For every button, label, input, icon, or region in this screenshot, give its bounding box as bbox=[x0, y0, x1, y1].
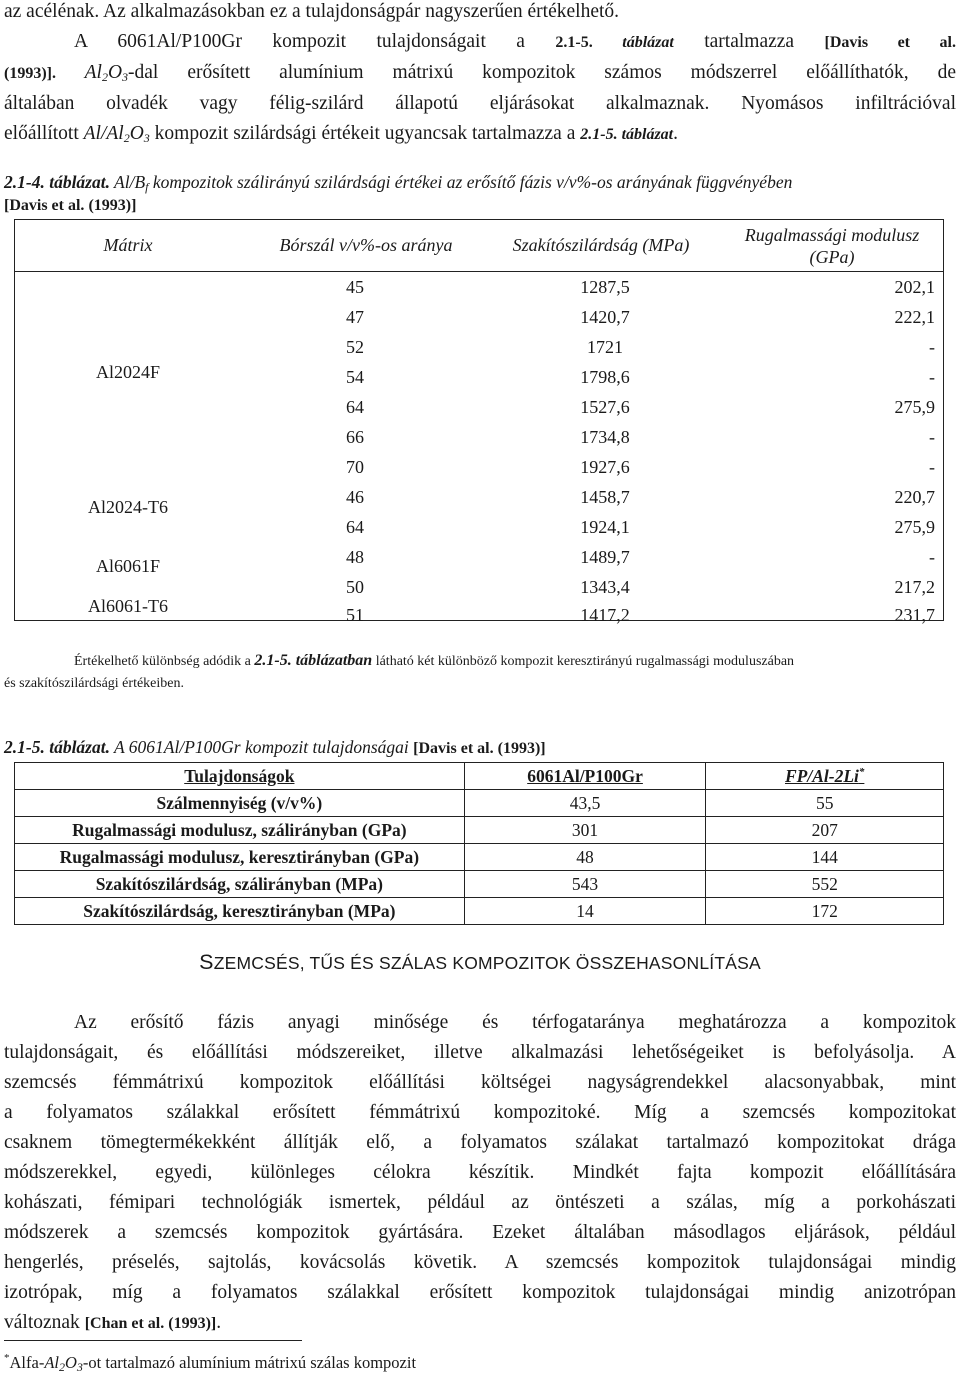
modulus-cell: - bbox=[929, 337, 935, 357]
citation: (1993)]. bbox=[4, 65, 56, 82]
tensile-strength-cell: 1527,6 bbox=[580, 397, 630, 417]
body-line: tulajdonságait, és előállítási módszereiket, illetve alkalmazási lehetőségeiket is befolyásolja. A bbox=[4, 1042, 956, 1063]
footnote-rule bbox=[4, 1340, 302, 1341]
table1-group-al6061f: Al6061F bbox=[95, 556, 160, 576]
footnote: $^*Alfa-Al_2O_3-ot$ tartalmazó alumínium mátrixú szálas kompozit bbox=[4, 1352, 417, 1374]
body-line: módszerek a szemcsés kompozitok gyártására. Ezeket általában másodlagos eljárások, például bbox=[4, 1222, 956, 1243]
fiber-ratio-cell: 52 bbox=[346, 337, 364, 357]
table2-header-property: Tulajdonságok bbox=[15, 763, 465, 790]
tensile-strength-cell: 1798,6 bbox=[580, 367, 630, 387]
body-paragraph bbox=[4, 1008, 956, 1339]
value-6061al-cell: 301 bbox=[464, 817, 706, 844]
intro-text: tartalmazza bbox=[673, 31, 825, 52]
table1 bbox=[14, 219, 944, 625]
fiber-ratio-cell: 64 bbox=[346, 517, 364, 537]
table-reference: 2.1-5. bbox=[555, 34, 623, 51]
value-fpal-cell: 55 bbox=[706, 790, 944, 817]
modulus-cell: - bbox=[929, 367, 935, 387]
modulus-cell: 202,1 bbox=[894, 277, 935, 297]
table1-header-modulus-line1: Rugalmassági modulusz bbox=[744, 225, 920, 245]
table1-header-fiber-ratio: Bórszál v/v%-os aránya bbox=[279, 235, 453, 255]
table2-header-row bbox=[15, 763, 944, 790]
value-fpal-cell: 207 bbox=[706, 817, 944, 844]
note-line-1: Értékelhető különbség adódik a 2.1-5. táblázatban látható két különböző kompozit keresztirányú rugalmassági moduluszában bbox=[74, 652, 795, 669]
citation: [Chan et al. bbox=[84, 1315, 169, 1332]
table2-number: 2.1-5. táblázat. bbox=[4, 737, 110, 757]
citation: [Davis et al. bbox=[413, 740, 498, 757]
body-line: izotrópak, míg a folyamatos szálakkal erősített kompozitok tulajdonságai mindig anizotrópan bbox=[4, 1282, 956, 1303]
note-line-2: és szakítószilárdsági értékeiben. bbox=[4, 676, 184, 691]
table-reference: 2.1-5. táblázatban bbox=[254, 652, 373, 669]
table1-header-modulus bbox=[719, 220, 945, 268]
intro-line-3 bbox=[4, 58, 956, 89]
tensile-strength-cell: 1489,7 bbox=[580, 547, 630, 567]
intro-line-1: az acélénak. Az alkalmazásokban ez a tulajdonságpár nagyszerűen értékelhető. bbox=[4, 1, 620, 22]
intro-line-2 bbox=[4, 27, 956, 58]
body-last-line: változnak [Chan et al. (1993)]. bbox=[4, 1312, 222, 1333]
modulus-cell: 220,7 bbox=[894, 487, 935, 507]
intro-line-4: általában olvadék vagy félig-szilárd állapotú eljárásokat alkalmaznak. Nyomásos infiltrációval bbox=[4, 93, 956, 114]
value-fpal-cell: 144 bbox=[706, 844, 944, 871]
tensile-strength-cell: 1927,6 bbox=[580, 457, 630, 477]
intro-text: A 6061Al/P100Gr kompozit tulajdonságait a bbox=[74, 31, 556, 52]
fiber-ratio-cell: 45 bbox=[346, 277, 364, 297]
modulus-cell: - bbox=[929, 427, 935, 447]
table2-row bbox=[15, 844, 944, 871]
intro-text: -dal erősített alumínium mátrixú kompozitok számos módszerrel előállíthatók, de bbox=[128, 62, 956, 83]
tensile-strength-cell: 1734,8 bbox=[580, 427, 630, 447]
tensile-strength-cell: 1420,7 bbox=[580, 307, 630, 327]
table1-group-al6061t6: Al6061-T6 bbox=[88, 596, 168, 616]
tensile-strength-cell: 1458,7 bbox=[580, 487, 630, 507]
body-line: a folyamatos szálakkal erősített fémmátrixú kompozitoké. Míg a szemcsés kompozitokat bbox=[4, 1102, 956, 1123]
tensile-strength-cell: 1287,5 bbox=[580, 277, 630, 297]
value-6061al-cell: 14 bbox=[464, 898, 706, 925]
table2-row bbox=[15, 898, 944, 925]
tensile-strength-cell: 1924,1 bbox=[580, 517, 630, 537]
modulus-cell: 217,2 bbox=[894, 577, 935, 597]
property-cell: Szálmennyiség (v/v%) bbox=[15, 790, 465, 817]
body-line: Az erősítő fázis anyagi minősége és térfogataránya meghatározza a kompozitok bbox=[74, 1012, 956, 1033]
fiber-ratio-cell: 48 bbox=[346, 547, 364, 567]
table2-caption: 2.1-5. táblázat. A 6061Al/P100Gr kompozit tulajdonságai [Davis et al. (1993)] bbox=[4, 737, 546, 757]
fiber-ratio-cell: 51 bbox=[346, 605, 364, 625]
table1-group-al2024t6: Al2024-T6 bbox=[88, 497, 168, 517]
table2-row bbox=[15, 871, 944, 898]
intro-paragraph bbox=[4, 0, 956, 150]
table-reference-word: táblázat bbox=[622, 34, 674, 51]
fiber-ratio-cell: 70 bbox=[346, 457, 364, 477]
table1-citation: [Davis et al. (1993)] bbox=[4, 197, 137, 214]
table-reference: 2.1-5. táblázat bbox=[580, 126, 674, 143]
property-cell: Rugalmassági modulusz, keresztirányban (GPa) bbox=[15, 844, 465, 871]
property-cell: Rugalmassági modulusz, szálirányban (GPa) bbox=[15, 817, 465, 844]
body-line: hengerlés, préselés, sajtolás, kovácsolás követik. A szemcsés kompozitok tulajdonságai mindig bbox=[4, 1252, 956, 1273]
value-fpal-cell: 172 bbox=[706, 898, 944, 925]
body-line: kohászati, fémipari technológiák ismertek, például az öntészeti a szálas, míg a porkohászati bbox=[4, 1192, 956, 1213]
property-cell: Szakítószilárdság, keresztirányban (MPa) bbox=[15, 898, 465, 925]
table2-row bbox=[15, 790, 944, 817]
fiber-ratio-cell: 54 bbox=[346, 367, 364, 387]
section-heading: SZEMCSÉS, TŰS ÉS SZÁLAS KOMPOZITOK ÖSSZEHASONLÍTÁSA bbox=[199, 950, 761, 974]
table1-caption: 2.1-4. táblázat. $Al/B_f$ kompozitok szálirányú szilárdsági értékei az erősítő fázis v/v%-os arányának függvényében bbox=[4, 172, 793, 194]
table1-header-tensile: Szakítószilárdság (MPa) bbox=[512, 235, 690, 255]
value-6061al-cell: 543 bbox=[464, 871, 706, 898]
tensile-strength-cell: 1417,2 bbox=[580, 605, 630, 625]
value-6061al-cell: 48 bbox=[464, 844, 706, 871]
fiber-ratio-cell: 66 bbox=[346, 427, 364, 447]
body-line: szemcsés fémmátrixú kompozitok előállítási költségei nagyságrendekkel alacsonyabbak, mint bbox=[4, 1072, 956, 1093]
chemical-formula: $Al/Al_2O_3$ bbox=[83, 123, 150, 145]
modulus-cell: 231,7 bbox=[894, 605, 935, 625]
citation: [Davis et al. bbox=[824, 34, 956, 51]
modulus-cell: - bbox=[929, 457, 935, 477]
chemical-formula: $Al_2O_3$ bbox=[44, 1353, 83, 1374]
table2-row bbox=[15, 817, 944, 844]
fiber-ratio-cell: 46 bbox=[346, 487, 364, 507]
value-6061al-cell: 43,5 bbox=[464, 790, 706, 817]
modulus-cell: 275,9 bbox=[894, 517, 935, 537]
intro-line-5: előállított $Al/Al_2O_3$ kompozit szilárdsági értékeit ugyancsak tartalmazza a 2.1-5. táblázat. bbox=[4, 123, 678, 145]
fiber-ratio-cell: 50 bbox=[346, 577, 364, 597]
table1-header-rule bbox=[15, 271, 943, 272]
table2-body bbox=[15, 790, 944, 925]
tensile-strength-cell: 1721 bbox=[587, 337, 623, 357]
modulus-cell: 222,1 bbox=[894, 307, 935, 327]
table1-header-matrix: Mátrix bbox=[103, 235, 153, 255]
table1-group-al2024f: Al2024F bbox=[95, 362, 160, 382]
value-fpal-cell: 552 bbox=[706, 871, 944, 898]
body-line: csaknem tömegtermékekként állítják elő, a folyamatos szálakat tartalmazó kompozitokat drága bbox=[4, 1132, 956, 1153]
fiber-ratio-cell: 64 bbox=[346, 397, 364, 417]
fiber-ratio-cell: 47 bbox=[346, 307, 364, 327]
property-cell: Szakítószilárdság, szálirányban (MPa) bbox=[15, 871, 465, 898]
table1-number: 2.1-4. táblázat. bbox=[4, 172, 110, 192]
table2-header-6061al: 6061Al/P100Gr bbox=[464, 763, 706, 790]
modulus-cell: - bbox=[929, 547, 935, 567]
table2 bbox=[14, 762, 944, 925]
table2-header-fpal: FP/Al-2Li* bbox=[706, 763, 944, 790]
tensile-strength-cell: 1343,4 bbox=[580, 577, 630, 597]
modulus-cell: 275,9 bbox=[894, 397, 935, 417]
table1-header-modulus-line2: (GPa) bbox=[809, 247, 855, 267]
chemical-formula: $Al_2O_3$ bbox=[55, 62, 129, 84]
body-line: módszerekkel, egyedi, különleges célokra készítik. Mindkét fajta kompozit előállítására bbox=[4, 1162, 956, 1183]
